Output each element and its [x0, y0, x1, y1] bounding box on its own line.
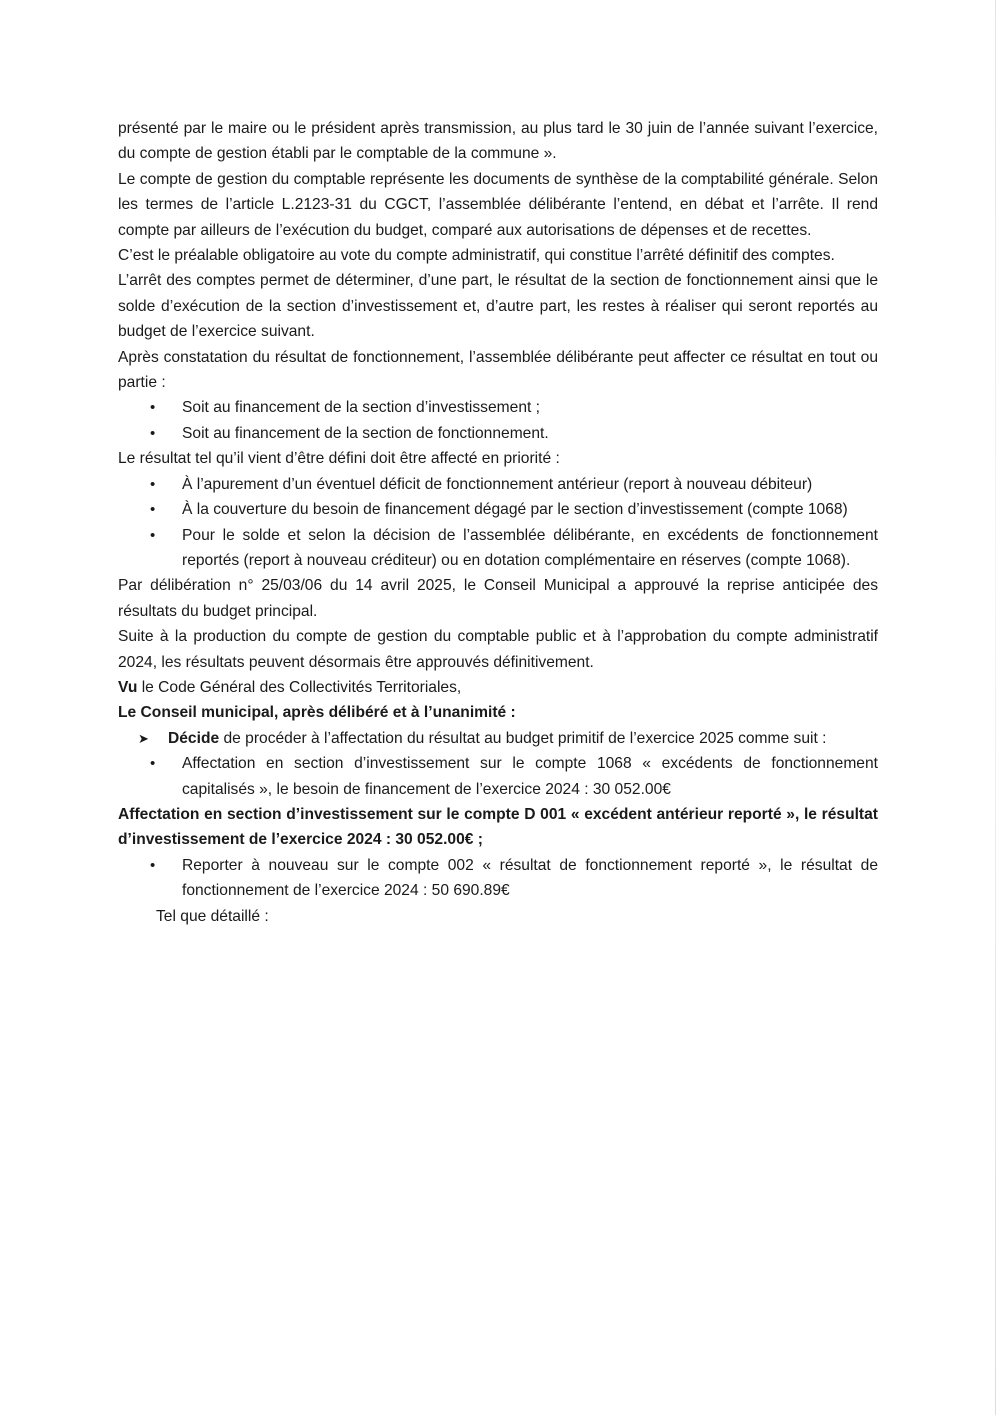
list-item: • Soit au financement de la section de fonctionnement.: [118, 421, 878, 446]
list-item: • Soit au financement de la section d’investissement ;: [118, 395, 878, 420]
arrow-bullet-icon: ➤: [138, 730, 149, 746]
paragraph-arret-comptes: L’arrêt des comptes permet de déterminer, d’une part, le résultat de la section de fonctionnement ainsi que le solde d’exécution de la section d’investissement et, d’autre part, les restes à réaliser qui seront reportés au budget de l’exercice suivant.: [118, 272, 878, 341]
list-item: • À la couverture du besoin de financement dégagé par le section d’investissement (compte 1068): [118, 497, 878, 522]
paragraph-deliberation: Par délibération n° 25/03/06 du 14 avril 2025, le Conseil Municipal a approuvé la reprise anticipée des résultats du budget principal.: [118, 577, 878, 620]
scan-edge-line: [995, 0, 996, 1415]
paragraph-suite: Suite à la production du compte de gestion du comptable public et à l’approbation du compte administratif 2024, les résultats peuvent désormais être approuvés définitivement.: [118, 628, 878, 671]
decide-label: Décide: [168, 729, 220, 747]
paragraph-presented: présenté par le maire ou le président après transmission, au plus tard le 30 juin de l’année suivant l’exercice, du compte de gestion établi par le comptable de la commune ».: [118, 120, 878, 163]
decision-item: [118, 726, 878, 751]
paragraph-vu: [118, 675, 878, 700]
affect-list: [118, 395, 878, 446]
vu-label: Vu: [118, 678, 138, 696]
paragraph-priority-intro: Le résultat tel qu’il vient d’être défini doit être affecté en priorité :: [118, 450, 560, 468]
tel-que-detaille: Tel que détaillé :: [156, 907, 269, 925]
paragraph-compte-gestion: Le compte de gestion du comptable représente les documents de synthèse de la comptabilité générale. Selon les termes de l’article L.2123-31 du CGCT, l’assemblée délibérante l’entend, en débat et l’arrête. Il rend compte par ailleurs de l’exécution du budget, comparé aux autorisations de dépenses et de recettes.: [118, 170, 878, 239]
affectation-d001: Affectation en section d’investissement sur le compte D 001 « excédent antérieur reporté », le résultat d’investissement de l’exercice 2024 : 30 052.00€ ;: [118, 805, 878, 849]
vu-text: le Code Général des Collectivités Territoriales,: [137, 678, 462, 696]
paragraph-prealable: C’est le préalable obligatoire au vote du compte administratif, qui constitue l’arrêté définitif des comptes.: [118, 247, 835, 265]
list-item: • À l’apurement d’un éventuel déficit de fonctionnement antérieur (report à nouveau débiteur): [118, 472, 878, 497]
paragraph-constatation: Après constatation du résultat de fonctionnement, l’assemblée délibérante peut affecter ce résultat en tout ou partie :: [118, 348, 878, 392]
list-item: • Pour le solde et selon la décision de l’assemblée délibérante, en excédents de fonctionnement reportés (report à nouveau créditeur) ou en dotation complémentaire en réserves (compte 1068).: [118, 523, 878, 574]
document-body: [118, 116, 878, 929]
list-item-report-002: • Reporter à nouveau sur le compte 002 « résultat de fonctionnement reporté », le résultat de fonctionnement de l’exercice 2024 : 50 690.89€: [118, 853, 878, 904]
decision-list: [118, 726, 878, 802]
list-item-affectation-1068: • Affectation en section d’investissement sur le compte 1068 « excédents de fonctionnement capitalisés », le besoin de financement de l’exercice 2024 : 30 052.00€: [118, 751, 878, 802]
conseil-heading: Le Conseil municipal, après délibéré et à l’unanimité :: [118, 704, 516, 722]
decide-text: de procéder à l’affectation du résultat au budget primitif de l’exercice 2025 comme suit :: [219, 729, 827, 747]
report-list: [118, 853, 878, 904]
priority-list: [118, 472, 878, 574]
